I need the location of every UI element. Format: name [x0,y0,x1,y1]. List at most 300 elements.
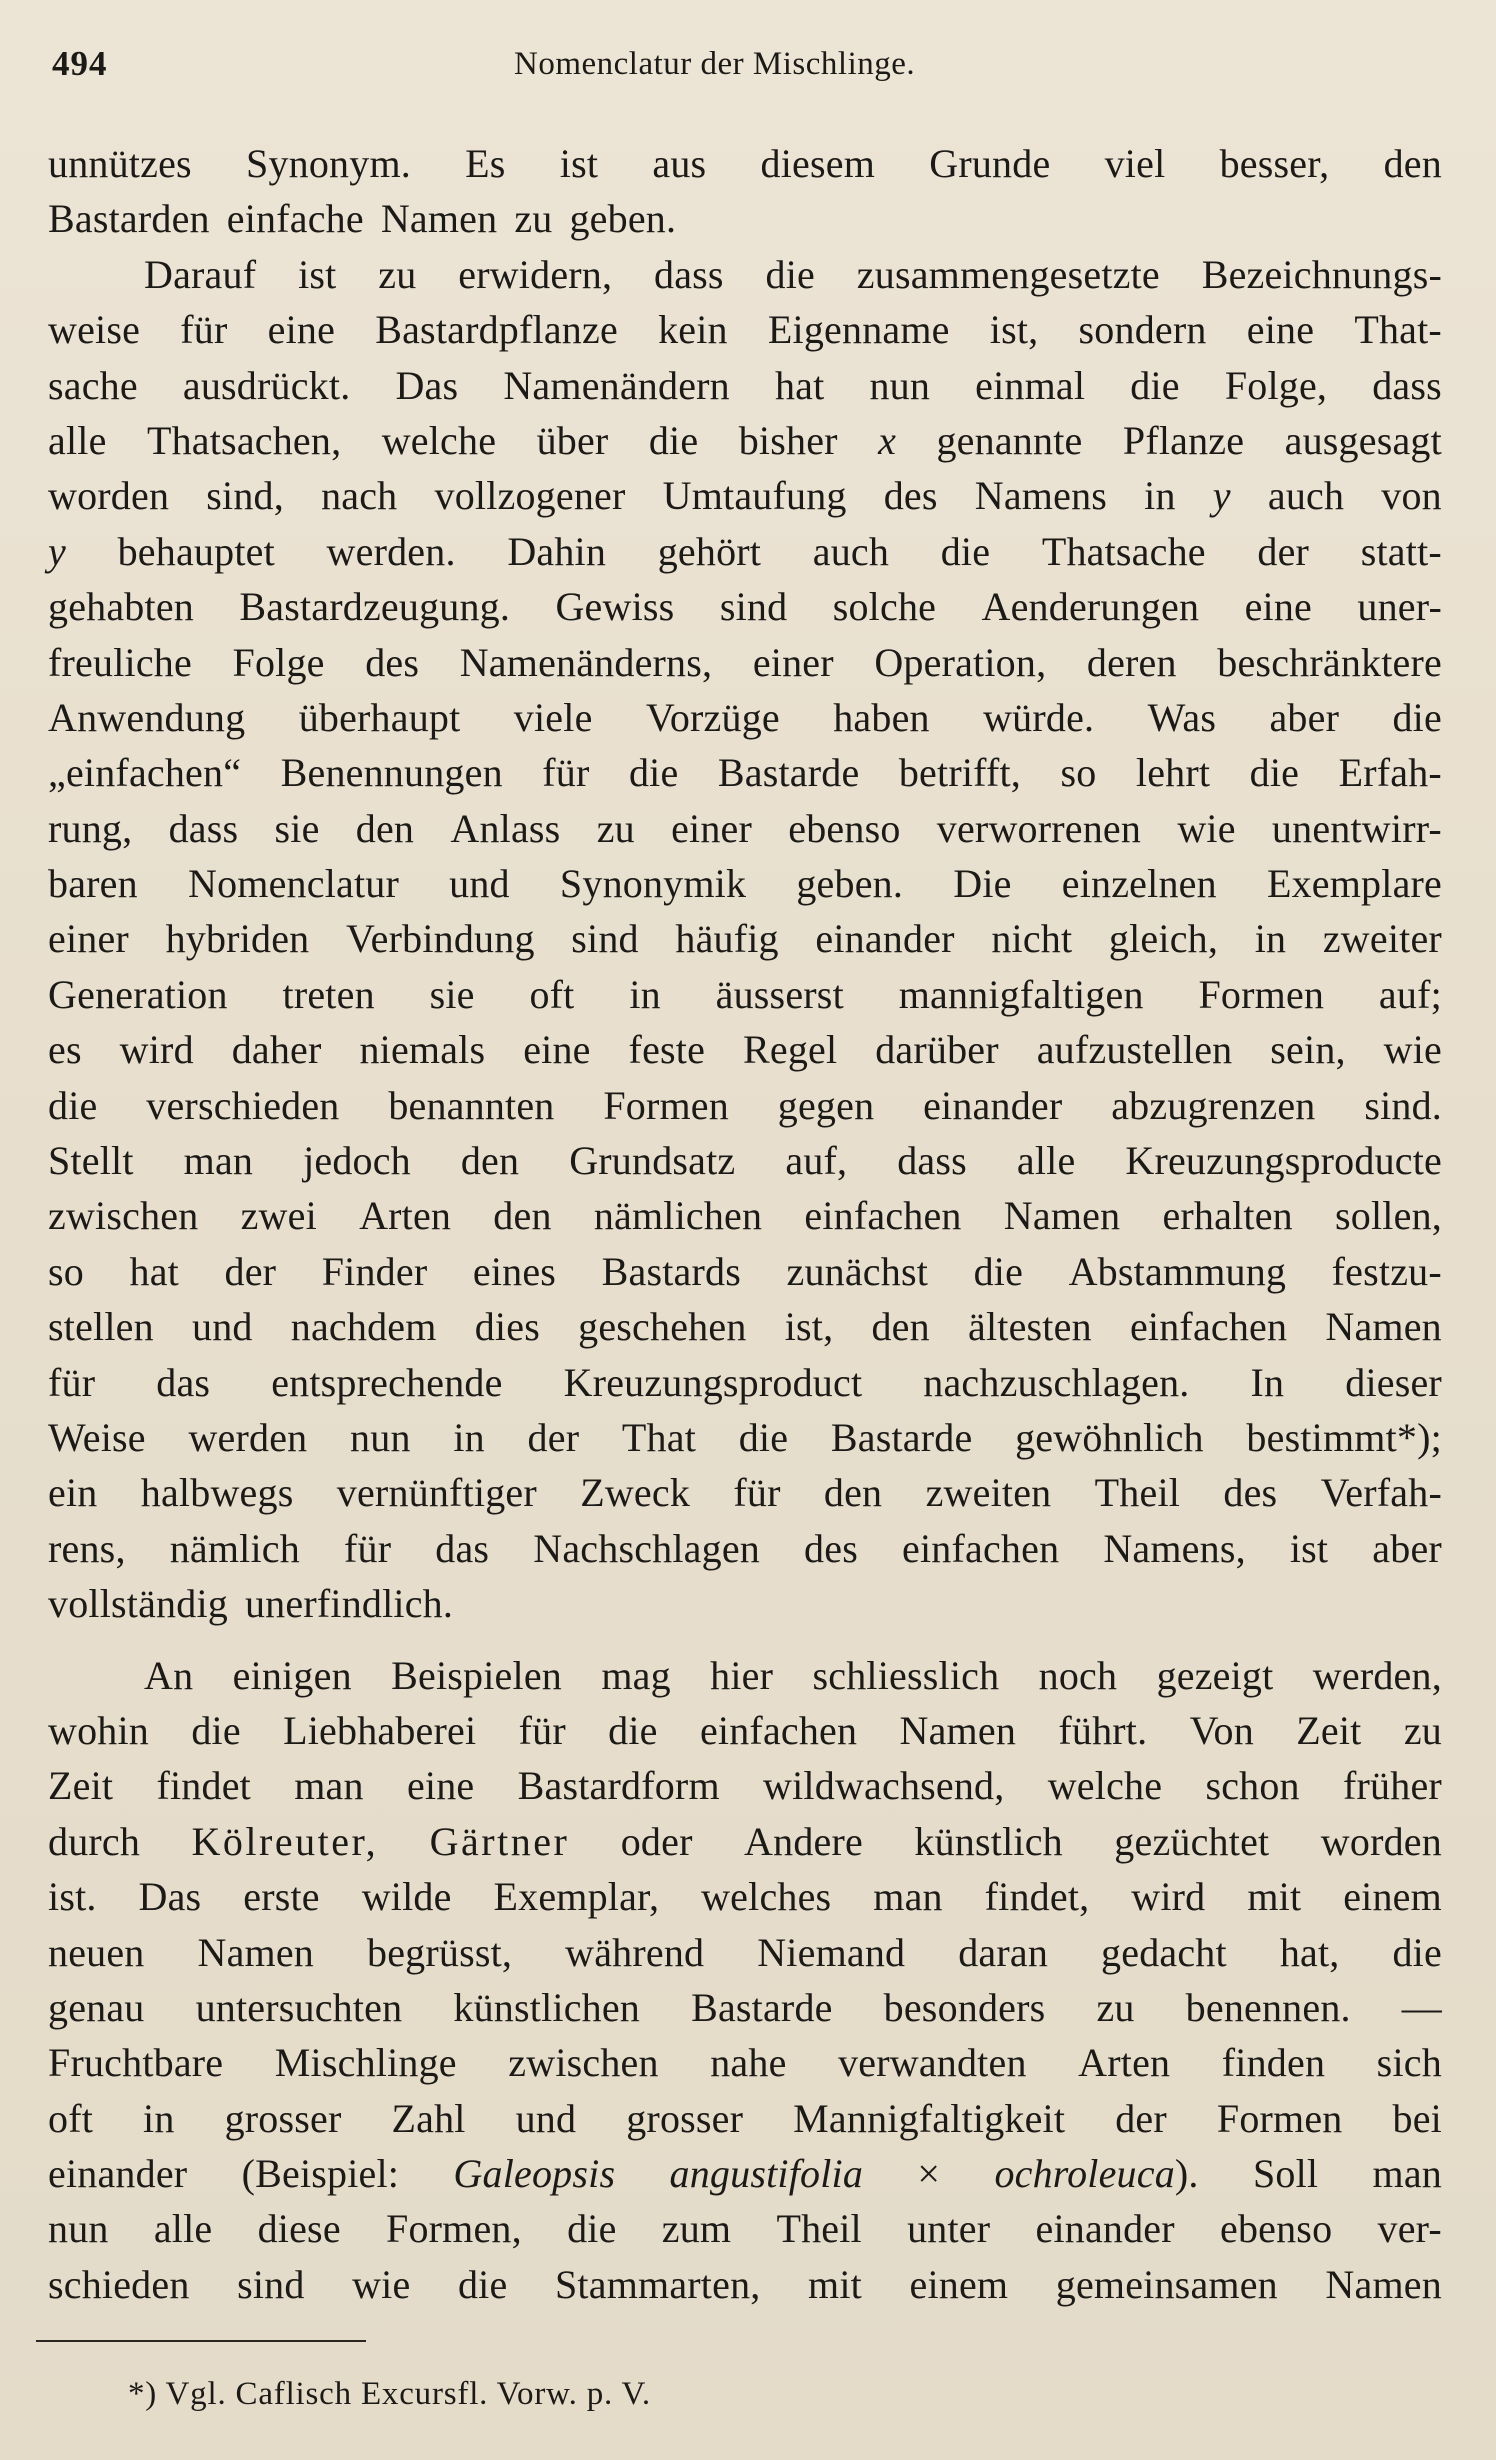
word: auf, [785,1138,848,1184]
text-line [48,967,1442,1022]
word: Thatsache [1041,528,1206,574]
text-line [48,1078,1442,1133]
running-head [52,44,1436,94]
word: bestimmt*); [1246,1414,1442,1460]
word: wird [119,1027,194,1073]
word: Namenändern [503,362,730,408]
word: des [804,1525,858,1571]
word: so [1060,750,1097,796]
text-line [48,1188,1442,1243]
word: sie [274,805,320,851]
word: diesem [760,141,876,186]
word: erhalten [1162,1193,1293,1239]
word: einem [909,2261,1009,2307]
word: That [621,1414,697,1460]
word: Kölreuter, [191,1818,379,1864]
word: die [973,1248,1024,1294]
word: geben. [569,196,677,242]
word: geschehen [578,1304,747,1350]
word: zwischen [508,2040,659,2086]
word: x [878,417,897,463]
word: solche [832,584,937,630]
text-line [48,745,1442,800]
word: noch [1038,1652,1118,1698]
word: Namens [974,473,1108,519]
word: einfachen [699,1707,858,1753]
word: uner- [1357,584,1442,630]
word: treten [282,971,375,1017]
word: zweiten [925,1470,1052,1516]
word: Folge [232,639,325,685]
word: nun [48,2206,109,2252]
word: die [1392,1929,1442,1975]
word: und [449,861,510,907]
word: Nachschlagen [533,1525,760,1571]
word: alle [48,417,107,463]
word: Kreuzungsproduct [563,1359,863,1405]
running-title: Nomenclatur der Mischlinge. [514,46,916,82]
word: Fruchtbare [48,2040,224,2086]
word: sind [237,2261,305,2307]
word: Namenänderns, [459,639,713,685]
word: Eigenname [767,307,950,353]
word: Beispielen [391,1652,562,1698]
word: die [457,2261,508,2307]
word: einem [1343,1874,1442,1920]
word: ebenso [788,805,901,851]
text-line [48,136,1442,191]
word: kein [658,307,728,353]
word: zweiter [1322,916,1442,962]
word: diese [257,2206,341,2252]
word: gezeigt [1156,1652,1274,1698]
word: Bezeichnungs- [1201,251,1442,297]
word: die [48,1082,98,1128]
text-line [48,191,1442,246]
word: und [515,2095,577,2141]
word: hier [710,1652,774,1698]
word: einfachen [804,1193,962,1239]
word: Mischlinge [274,2040,457,2086]
word: die [648,417,699,463]
word: aus [652,141,707,186]
word: niemals [359,1027,486,1073]
text-line [48,690,1442,745]
word: zwischen [48,1193,199,1239]
word: und [192,1304,253,1350]
text-line [48,524,1442,579]
word: Theil [1094,1470,1181,1516]
word: das [156,1359,211,1405]
word: ausgesagt [1284,417,1442,463]
word: „einfachen“ [48,750,242,796]
word: gehabten [48,584,194,630]
word: Liebhaberei [283,1707,477,1753]
word: mit [1247,1874,1302,1920]
word: beschränktere [1217,639,1442,685]
word: Namen [899,1707,1017,1753]
word: zu [1096,1984,1135,2030]
word: wie [1177,805,1236,851]
word: für [343,1525,392,1571]
word: rens, [48,1525,126,1571]
word: einigen [232,1652,352,1698]
word: des [1223,1470,1278,1516]
word: y [1212,473,1231,519]
word: dieser [1345,1359,1442,1405]
word: die [567,2206,617,2252]
word: Formen [1198,971,1325,1017]
word: Zahl [391,2095,466,2141]
word: besser, [1219,141,1330,186]
word: schon [1205,1763,1300,1809]
word: den [493,1193,552,1239]
word: einander [815,916,955,962]
word: sind [719,584,788,630]
word: sollen, [1335,1193,1442,1239]
word: That- [1354,307,1442,353]
word: Grunde [929,141,1051,186]
word: Theil [776,2206,862,2252]
word: für [733,1470,781,1516]
word: Stammarten, [554,2261,761,2307]
word: den [355,805,415,851]
word: stellen [48,1304,154,1350]
word: sein, [1270,1027,1346,1073]
word: welche [381,417,497,463]
word: hat [129,1248,179,1294]
word: Bastards [601,1248,741,1294]
word: Was [1147,694,1217,740]
word: zu [596,805,635,851]
word: Vorzüge [645,694,780,740]
word: Niemand [757,1929,906,1975]
word: aber [1372,1525,1442,1571]
word: Verbindung [346,916,535,962]
word: zu [1403,1707,1442,1753]
word: Generation [48,971,228,1017]
word: Folge, [1224,362,1328,408]
word: ältesten [968,1304,1092,1350]
word: unentwirr- [1271,805,1442,851]
word: hat [774,362,825,408]
word: Zweck [580,1470,691,1516]
word: für [542,750,590,796]
word: — [1401,1984,1442,2030]
word: Soll [1252,2151,1319,2197]
word: für [518,1707,566,1753]
word: halbwegs [140,1470,294,1516]
word: verworrenen [936,805,1142,851]
word: durch [48,1818,141,1864]
word: untersuchten [195,1984,403,2030]
text-line [48,1465,1442,1520]
word: Es [465,141,506,186]
word: einander [923,1082,1063,1128]
word: An [144,1652,194,1698]
word: Exemplar, [493,1874,660,1920]
word: ist, [989,307,1039,353]
word: benennen. [1185,1984,1351,2030]
word: aber [1269,694,1340,740]
text-line [48,1703,1442,1758]
word: deren [1086,639,1177,685]
word: Bastarden [48,196,210,242]
word: dass [897,1138,967,1184]
word: verschieden [146,1082,340,1128]
word: Operation, [874,639,1047,685]
word: ein [48,1470,98,1516]
word: werden. [326,528,456,574]
text-line [48,635,1442,690]
word: Regel [742,1027,838,1073]
text-line [48,1980,1442,2035]
word: die [628,750,679,796]
word: ist. [48,1874,97,1920]
word: den [1383,141,1442,186]
word: Namen [1325,1304,1442,1350]
word: einer [671,805,753,851]
word: Galeopsis [453,2151,616,2197]
word: × [917,2151,941,2197]
word: in [1254,916,1287,962]
word: werden [188,1414,308,1460]
word: wie [352,2261,411,2307]
word: zu [514,196,553,242]
word: sache [48,362,138,408]
text-line [48,1648,1442,1703]
word: die [1249,750,1300,796]
word: einer [48,916,129,962]
word: Gärtner [429,1818,570,1864]
word: angustifolia [669,2151,864,2197]
text-line [48,801,1442,856]
text-line [48,579,1442,634]
word: grosser [626,2095,744,2141]
word: Formen [603,1082,729,1128]
word: Bastarde [691,1984,833,2030]
word: grosser [224,2095,342,2141]
text-line [48,1355,1442,1410]
text-line [48,1758,1442,1813]
word: Synonymik [559,861,747,907]
word: das [435,1525,490,1571]
text-line [48,1022,1442,1077]
word: früher [1343,1763,1442,1809]
word: gleich, [1108,916,1219,962]
word: überhaupt [298,694,461,740]
word: Gewiss [555,584,675,630]
word: Arten [1078,2040,1171,2086]
text-line [48,468,1442,523]
word: den [460,1138,520,1184]
word: (Beispiel: [241,2151,400,2197]
word: Bastarde [717,750,860,796]
word: des [365,639,420,685]
word: werden, [1312,1652,1442,1698]
word: statt- [1360,528,1442,574]
word: Nomenclatur [187,861,399,907]
word: man [873,1874,943,1920]
word: Formen [1216,2095,1343,2141]
word: der [527,1414,580,1460]
word: in [143,2095,175,2141]
word: einfachen [1129,1304,1288,1350]
text-line [48,2257,1442,2312]
word: lehrt [1135,750,1211,796]
word: sondern [1078,307,1207,353]
word: neuen [48,1929,145,1975]
text-line [48,1521,1442,1576]
text-line [48,911,1442,966]
word: sind, [206,473,284,519]
word: einfachen [902,1525,1060,1571]
word: auch [812,528,890,574]
word: gewöhnlich [1015,1414,1204,1460]
word: eine [406,1763,475,1809]
word: Arten [359,1193,452,1239]
word: entsprechende [271,1359,503,1405]
word: ist, [784,1304,834,1350]
word: hybriden [165,916,310,962]
word: weise [48,307,141,353]
word: Abstammung [1068,1248,1287,1294]
text-line [48,2091,1442,2146]
word: viel [1104,141,1166,186]
word: einander [48,2151,188,2197]
word: während [565,1929,705,1975]
word: wird [1131,1874,1206,1920]
word: eine [267,307,336,353]
word: nicht [991,916,1073,962]
word: welche [1047,1763,1163,1809]
page-number: 494 [52,44,108,83]
word: ebenso [1220,2206,1333,2252]
text-line [48,1299,1442,1354]
word: Synonym. [246,141,411,186]
word: betrifft, [898,750,1021,796]
word: haben [833,694,930,740]
word: oft [48,2095,94,2141]
word: nämlich [169,1525,300,1571]
word: Aenderungen [981,584,1200,630]
word: Bastardpflanze [375,307,618,353]
word: Die [953,861,1012,907]
word: darüber [875,1027,999,1073]
word: Namen [1325,2261,1442,2307]
word: oder [620,1818,693,1864]
word: Benennungen [280,750,503,796]
text-line [48,413,1442,468]
word: es [48,1027,82,1073]
word: Anlass [450,805,561,851]
word: die [608,1707,658,1753]
word: die [738,1414,789,1460]
word: Erfah- [1338,750,1442,796]
word: eine [523,1027,591,1073]
word: genannte [936,417,1083,463]
word: finden [1221,2040,1326,2086]
word: Kreuzungsproducte [1125,1138,1442,1184]
word: feste [628,1027,706,1073]
text-line [48,856,1442,911]
word: Mannigfaltigkeit [793,2095,1066,2141]
word: gezüchtet [1114,1818,1270,1864]
text-line [48,1869,1442,1924]
word: bisher [738,417,838,463]
word: dies [474,1304,540,1350]
word: für [180,307,228,353]
word: auch [1267,473,1345,519]
word: erwidern, [458,251,613,297]
footnote-rule [36,2340,366,2342]
word: vollständig [48,1581,228,1627]
word: Pflanze [1122,417,1245,463]
word: sind [571,916,639,962]
word: Darauf [144,251,257,297]
word: gedacht [1101,1929,1227,1975]
word: bei [1392,2095,1442,2141]
word: einfache [226,196,364,242]
word: nun [350,1414,411,1460]
word: gegen [777,1082,875,1128]
word: eine [1246,307,1315,353]
word: Andere [744,1818,863,1864]
word: oft [529,971,575,1017]
word: daher [231,1027,322,1073]
word: dass [654,251,724,297]
word: die [1130,362,1180,408]
word: gemeinsamen [1055,2261,1278,2307]
word: nach [321,473,398,519]
word: wohin [48,1707,149,1753]
word: die [765,251,815,297]
text-line [48,1814,1442,1869]
word: die [191,1707,241,1753]
word: Weise [48,1414,146,1460]
text-line [48,247,1442,302]
word: der [224,1248,277,1294]
word: wilde [361,1874,452,1920]
word: ver- [1377,2206,1442,2252]
word: Dahin [507,528,607,574]
word: eines [472,1248,557,1294]
word: verwandten [838,2040,1027,2086]
word: wie [1383,1027,1442,1073]
word: eine [1244,584,1312,630]
word: findet [156,1763,251,1809]
word: künstlichen [453,1984,641,2030]
word: Namens, [1103,1525,1246,1571]
word: zunächst [786,1248,929,1294]
text-line [48,302,1442,357]
word: viele [513,694,593,740]
word: einzelnen [1061,861,1217,907]
word: freuliche [48,639,192,685]
text-line [48,1244,1442,1299]
word: benannten [388,1082,555,1128]
word: zu [378,251,417,297]
word: Bastardform [517,1763,720,1809]
word: die [940,528,991,574]
word: die [1392,694,1442,740]
word: Stellt [48,1138,134,1184]
text-line [48,1576,1442,1631]
word: sich [1376,2040,1442,2086]
word: häufig [675,916,779,962]
word: zusammengesetzte [856,251,1160,297]
word: wildwachsend, [763,1763,1005,1809]
